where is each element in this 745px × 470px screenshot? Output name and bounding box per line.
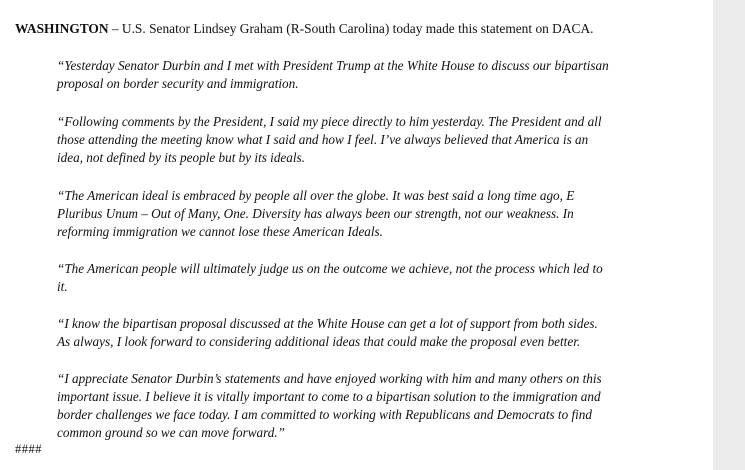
quote-line: As always, I look forward to considering additional ideas that could make the proposal even better. bbox=[57, 334, 581, 349]
quote-paragraph-6 bbox=[57, 370, 707, 442]
quote-line: common ground so we can move forward.” bbox=[57, 425, 285, 440]
dateline: WASHINGTON bbox=[15, 21, 109, 36]
quote-line: “Following comments by the President, I said my piece directly to him yesterday. The President and all bbox=[57, 114, 602, 129]
quote-line: those attending the meeting know what I said and how I feel. I’ve always believed that America is an bbox=[57, 132, 589, 147]
quote-line: Pluribus Unum – Out of Many, One. Diversity has always been our strength, not our weakness. In bbox=[57, 206, 574, 221]
quote-line: proposal on border security and immigration. bbox=[57, 76, 299, 91]
quote-paragraph-4 bbox=[57, 260, 707, 296]
lead-text: – U.S. Senator Lindsey Graham (R-South Carolina) today made this statement on DACA. bbox=[108, 21, 594, 36]
quote-paragraph-5 bbox=[57, 315, 707, 351]
quote-line: “Yesterday Senator Durbin and I met with President Trump at the White House to discuss our bipartisan bbox=[57, 58, 609, 73]
quote-line: border challenges we face today. I am committed to working with Republicans and Democrats to find bbox=[57, 407, 592, 422]
quote-line: “I know the bipartisan proposal discussed at the White House can get a lot of support from both sides. bbox=[57, 316, 598, 331]
quote-line: important issue. I believe it is vitally important to come to a bipartisan solution to the immigration and bbox=[57, 389, 601, 404]
quote-line: it. bbox=[57, 279, 68, 294]
quote-paragraph-2 bbox=[57, 113, 707, 167]
quote-line: reforming immigration we cannot lose these American Ideals. bbox=[57, 224, 383, 239]
quote-line: “The American people will ultimately judge us on the outcome we achieve, not the process which led to bbox=[57, 261, 603, 276]
end-mark: #### bbox=[15, 442, 42, 456]
lead-paragraph bbox=[15, 20, 705, 38]
quote-line: idea, not defined by its people but by its ideals. bbox=[57, 150, 305, 165]
quote-paragraph-3 bbox=[57, 187, 707, 241]
quote-line: “The American ideal is embraced by people all over the globe. It was best said a long time ago, E bbox=[57, 188, 575, 203]
quote-line: “I appreciate Senator Durbin’s statements and have enjoyed working with him and many others on this bbox=[57, 371, 602, 386]
quote-paragraph-1 bbox=[57, 57, 707, 93]
side-panel bbox=[713, 0, 745, 470]
